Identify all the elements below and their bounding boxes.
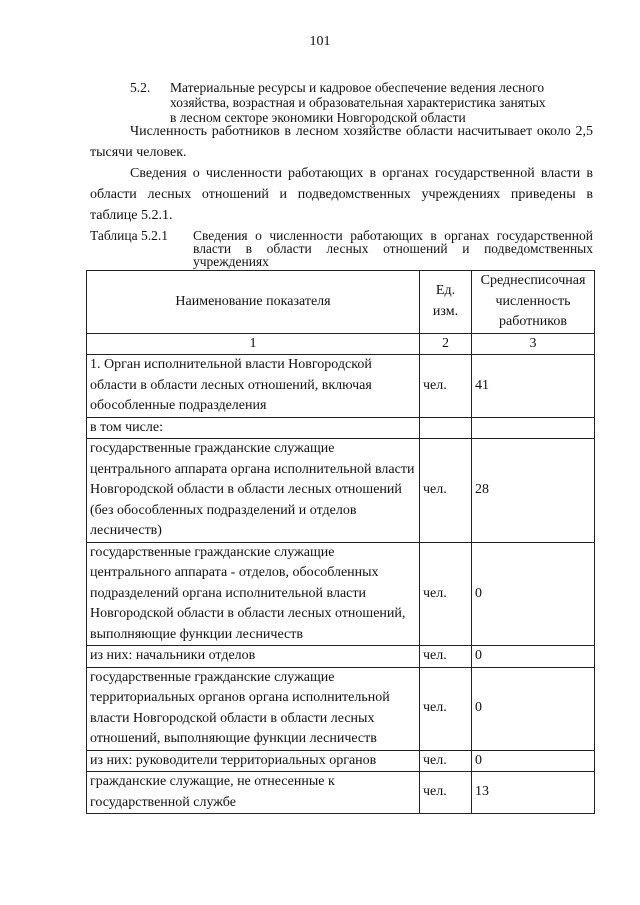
paragraph-table-reference: Сведения о численности работающих в органах государственной власти в области лесных отношений и подведомственных учреждениях приведены в таблице 5.2.1. xyxy=(90,166,593,223)
table-column-numbers-row xyxy=(87,333,595,355)
row-value: 0 xyxy=(472,750,595,772)
table-row xyxy=(87,750,595,772)
table-row xyxy=(87,667,595,750)
table-caption-label: Таблица 5.2.1 xyxy=(90,228,168,243)
paragraph-workforce: Численность работников в лесном хозяйстве области насчитывает около 2,5 тысячи человек. xyxy=(90,124,593,160)
row-name: гражданские служащие, не отнесенные к государственной службе xyxy=(87,772,420,814)
table-caption-text: Сведения о численности работающих в органах государственной власти в области лесных отношений и подведомственных учреждениях xyxy=(193,228,593,269)
header-unit: Ед. изм. xyxy=(420,271,472,334)
row-name: из них: начальники отделов xyxy=(87,646,420,668)
row-name: из них: руководители территориальных органов xyxy=(87,750,420,772)
section-title-line: в лесном секторе экономики Новгородской области xyxy=(170,110,466,125)
row-value xyxy=(472,417,595,439)
table-row xyxy=(87,417,595,439)
section-title-line: Материальные ресурсы и кадровое обеспечение ведения лесного xyxy=(170,80,545,95)
row-value: 28 xyxy=(472,439,595,543)
header-indicator-name: Наименование показателя xyxy=(87,271,420,334)
section-number: 5.2. xyxy=(130,80,151,95)
row-unit: чел. xyxy=(420,772,472,814)
row-name: в том числе: xyxy=(87,417,420,439)
row-unit: чел. xyxy=(420,439,472,543)
table-row xyxy=(87,439,595,543)
row-value: 0 xyxy=(472,646,595,668)
row-unit: чел. xyxy=(420,542,472,646)
staff-table xyxy=(86,270,595,814)
table-row xyxy=(87,355,595,418)
row-unit: чел. xyxy=(420,750,472,772)
section-title-line: хозяйства, возрастная и образовательная характеристика занятых xyxy=(170,95,546,110)
section-title xyxy=(170,80,600,125)
page-number: 101 xyxy=(309,34,331,49)
column-number: 3 xyxy=(472,333,595,355)
row-name: 1. Орган исполнительной власти Новгородской области в области лесных отношений, включая обособленные подразделения xyxy=(87,355,420,418)
row-value: 0 xyxy=(472,542,595,646)
row-name: государственные гражданские служащие центрального аппарата - отделов, обособленных подразделений органа исполнительной власти Новгородской области в области лесных отношений, выполняющие функции лесничеств xyxy=(87,542,420,646)
table-header-row xyxy=(87,271,595,334)
row-name: государственные гражданские служащие центрального аппарата органа исполнительной власти Новгородской области в области лесных отношений (без обособленных подразделений и отделов лесничеств) xyxy=(87,439,420,543)
table-row xyxy=(87,646,595,668)
row-value: 41 xyxy=(472,355,595,418)
table-row xyxy=(87,772,595,814)
column-number: 1 xyxy=(87,333,420,355)
row-unit: чел. xyxy=(420,355,472,418)
row-name: государственные гражданские служащие территориальных органов органа исполнительной власти Новгородской области в области лесных отношений, выполняющие функции лесничеств xyxy=(87,667,420,750)
table-row xyxy=(87,542,595,646)
column-number: 2 xyxy=(420,333,472,355)
row-unit: чел. xyxy=(420,646,472,668)
header-headcount: Среднесписочная численность работников xyxy=(472,271,595,334)
row-value: 13 xyxy=(472,772,595,814)
row-unit xyxy=(420,417,472,439)
row-unit: чел. xyxy=(420,667,472,750)
row-value: 0 xyxy=(472,667,595,750)
